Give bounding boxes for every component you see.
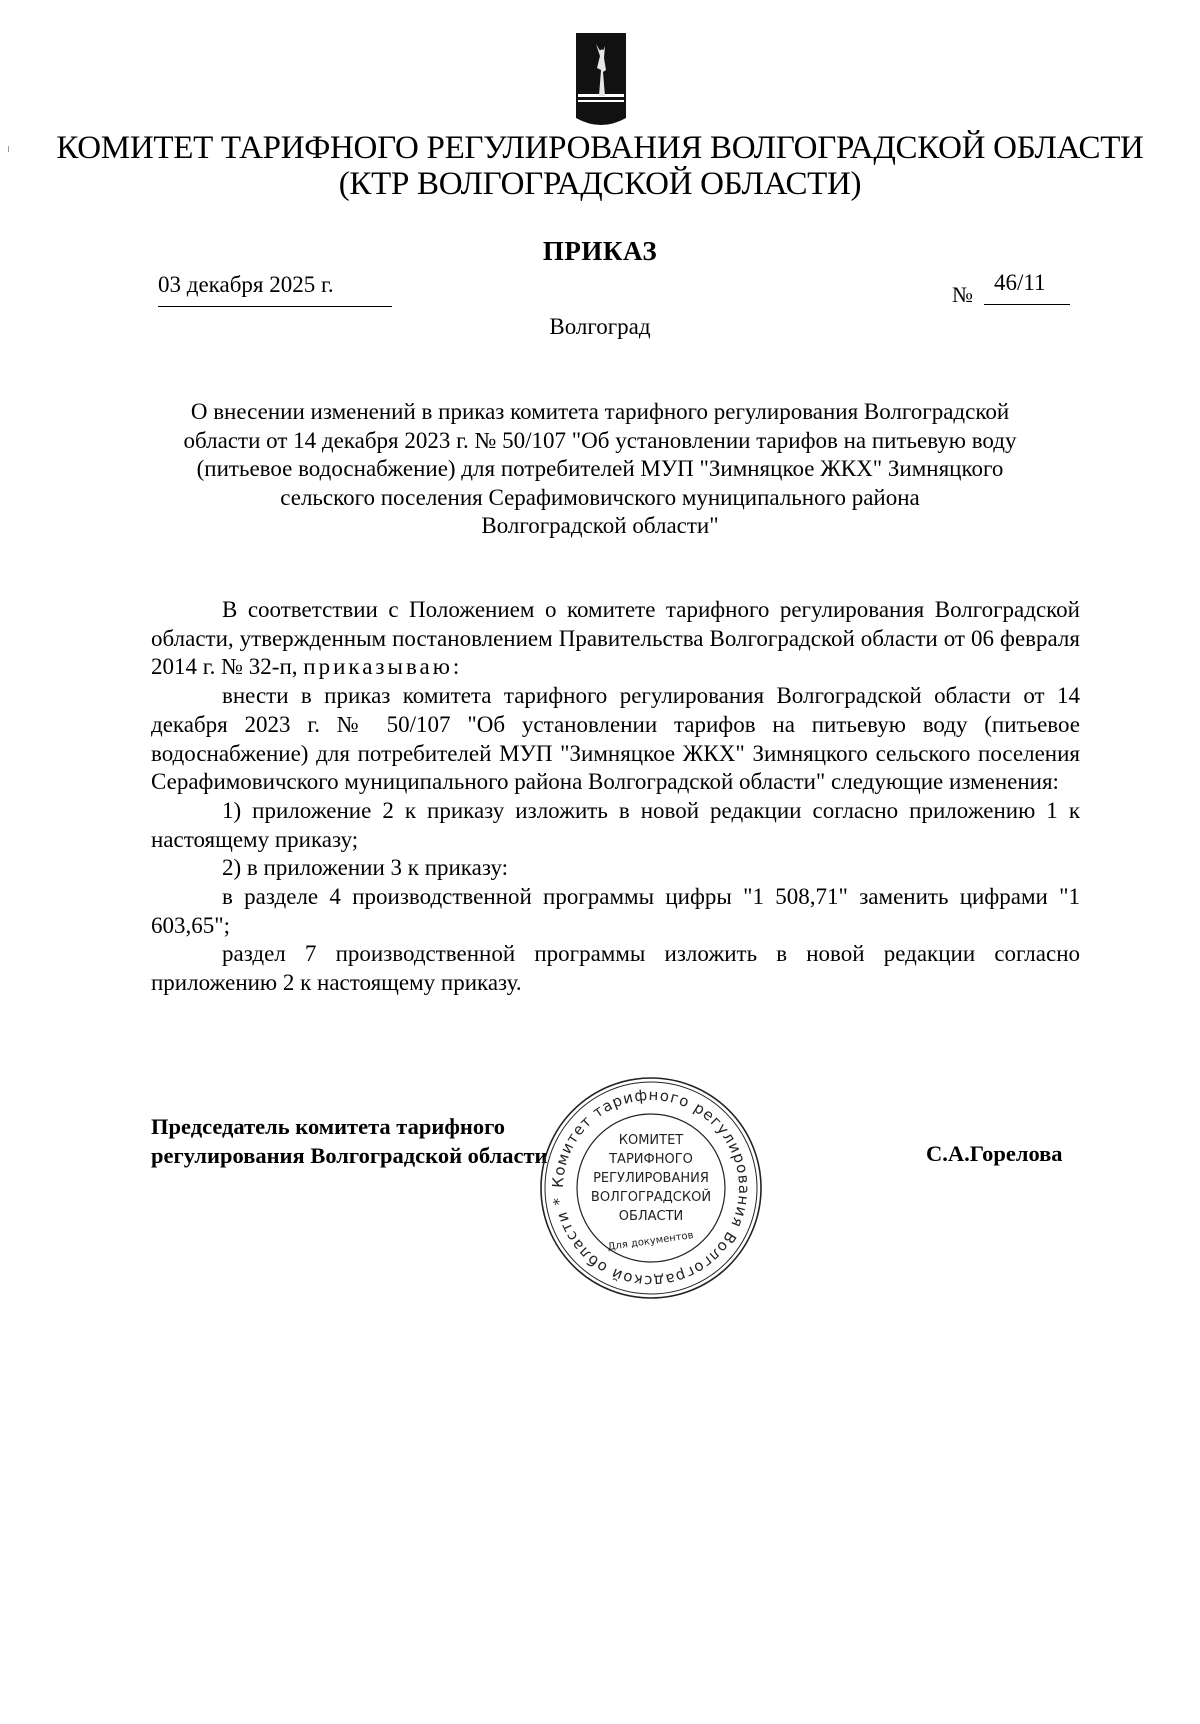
- volgograd-emblem-icon: [575, 32, 627, 132]
- body-paragraph-item-2b: раздел 7 производственной программы изложить в новой редакции согласно приложению 2 к настоящему приказу.: [151, 941, 1080, 996]
- org-name: КОМИТЕТ ТАРИФНОГО РЕГУЛИРОВАНИЯ ВОЛГОГРАДСКОЙ ОБЛАСТИ: [56, 130, 1144, 166]
- order-subject: [160, 398, 1040, 541]
- subject-line: области от 14 декабря 2023 г. № 50/107 "Об установлении тарифов на питьевую воду: [183, 427, 1017, 453]
- order-number: 46/11: [994, 270, 1046, 295]
- date-underline: [158, 306, 392, 307]
- svg-text:ТАРИФНОГО: ТАРИФНОГО: [609, 1152, 693, 1167]
- subject-line: Волгоградской области": [481, 513, 719, 538]
- number-sign: №: [952, 282, 973, 307]
- body-paragraph-item-1: 1) приложение 2 к приказу изложить в новой редакции согласно приложению 1 к настоящему приказу;: [151, 797, 1080, 852]
- order-date: 03 декабря 2025 г.: [158, 272, 334, 297]
- signatory-role: Председатель комитета тарифного регулирования Волгоградской области: [151, 1114, 548, 1168]
- order-city: Волгоград: [549, 314, 651, 339]
- svg-text:ОБЛАСТИ: ОБЛАСТИ: [618, 1209, 684, 1224]
- subject-line: сельского поселения Серафимовичского муниципального района: [280, 484, 920, 510]
- svg-text:Для документов: Для документов: [607, 1230, 695, 1253]
- body-paragraph-item-2a: в разделе 4 производственной программы цифры "1 508,71" заменить цифрами "1 603,65";: [151, 884, 1080, 938]
- svg-text:Комитет тарифного регулировани: Комитет тарифного регулирования Волгоградской области *: [548, 1085, 754, 1291]
- svg-text:КОМИТЕТ: КОМИТЕТ: [618, 1133, 684, 1148]
- svg-text:РЕГУЛИРОВАНИЯ: РЕГУЛИРОВАНИЯ: [593, 1171, 709, 1186]
- order-word: приказываю:: [303, 654, 463, 680]
- org-short-name: (КТР ВОЛГОГРАДСКОЙ ОБЛАСТИ): [338, 166, 862, 202]
- signatory-name: С.А.Горелова: [926, 1141, 1063, 1166]
- order-body: [151, 596, 1080, 998]
- body-paragraph-basis: В соответствии с Положением о комитете тарифного регулирования Волгоградской области, утвержденным постановлением Правительства Волгоградской области от 06 февраля 2014 г. № 32-п, приказываю:: [151, 597, 1080, 680]
- subject-line: О внесении изменений в приказ комитета тарифного регулирования Волгоградской: [190, 399, 1010, 424]
- body-paragraph-item-2: 2) в приложении 3 к приказу:: [222, 855, 509, 881]
- subject-line: (питьевое водоснабжение) для потребителей МУП "Зимняцкое ЖКХ" Зимняцкого: [196, 456, 1004, 481]
- document-title: ПРИКАЗ: [542, 236, 658, 266]
- official-seal-icon: [535, 1072, 767, 1304]
- body-paragraph-instruction: внести в приказ комитета тарифного регулирования Волгоградской области от 14 декабря 2023 г. № 50/107 "Об установлении тарифов на питьевую воду (питьевое водоснабжение) для потребителей МУП "Зимняцкое ЖКХ" Зимняцкого сельского поселения Серафимовичского муниципального района Волгоградской области" следующие изменения:: [151, 683, 1080, 795]
- number-underline: [984, 304, 1070, 305]
- svg-text:ВОЛГОГРАДСКОЙ: ВОЛГОГРАДСКОЙ: [590, 1190, 712, 1205]
